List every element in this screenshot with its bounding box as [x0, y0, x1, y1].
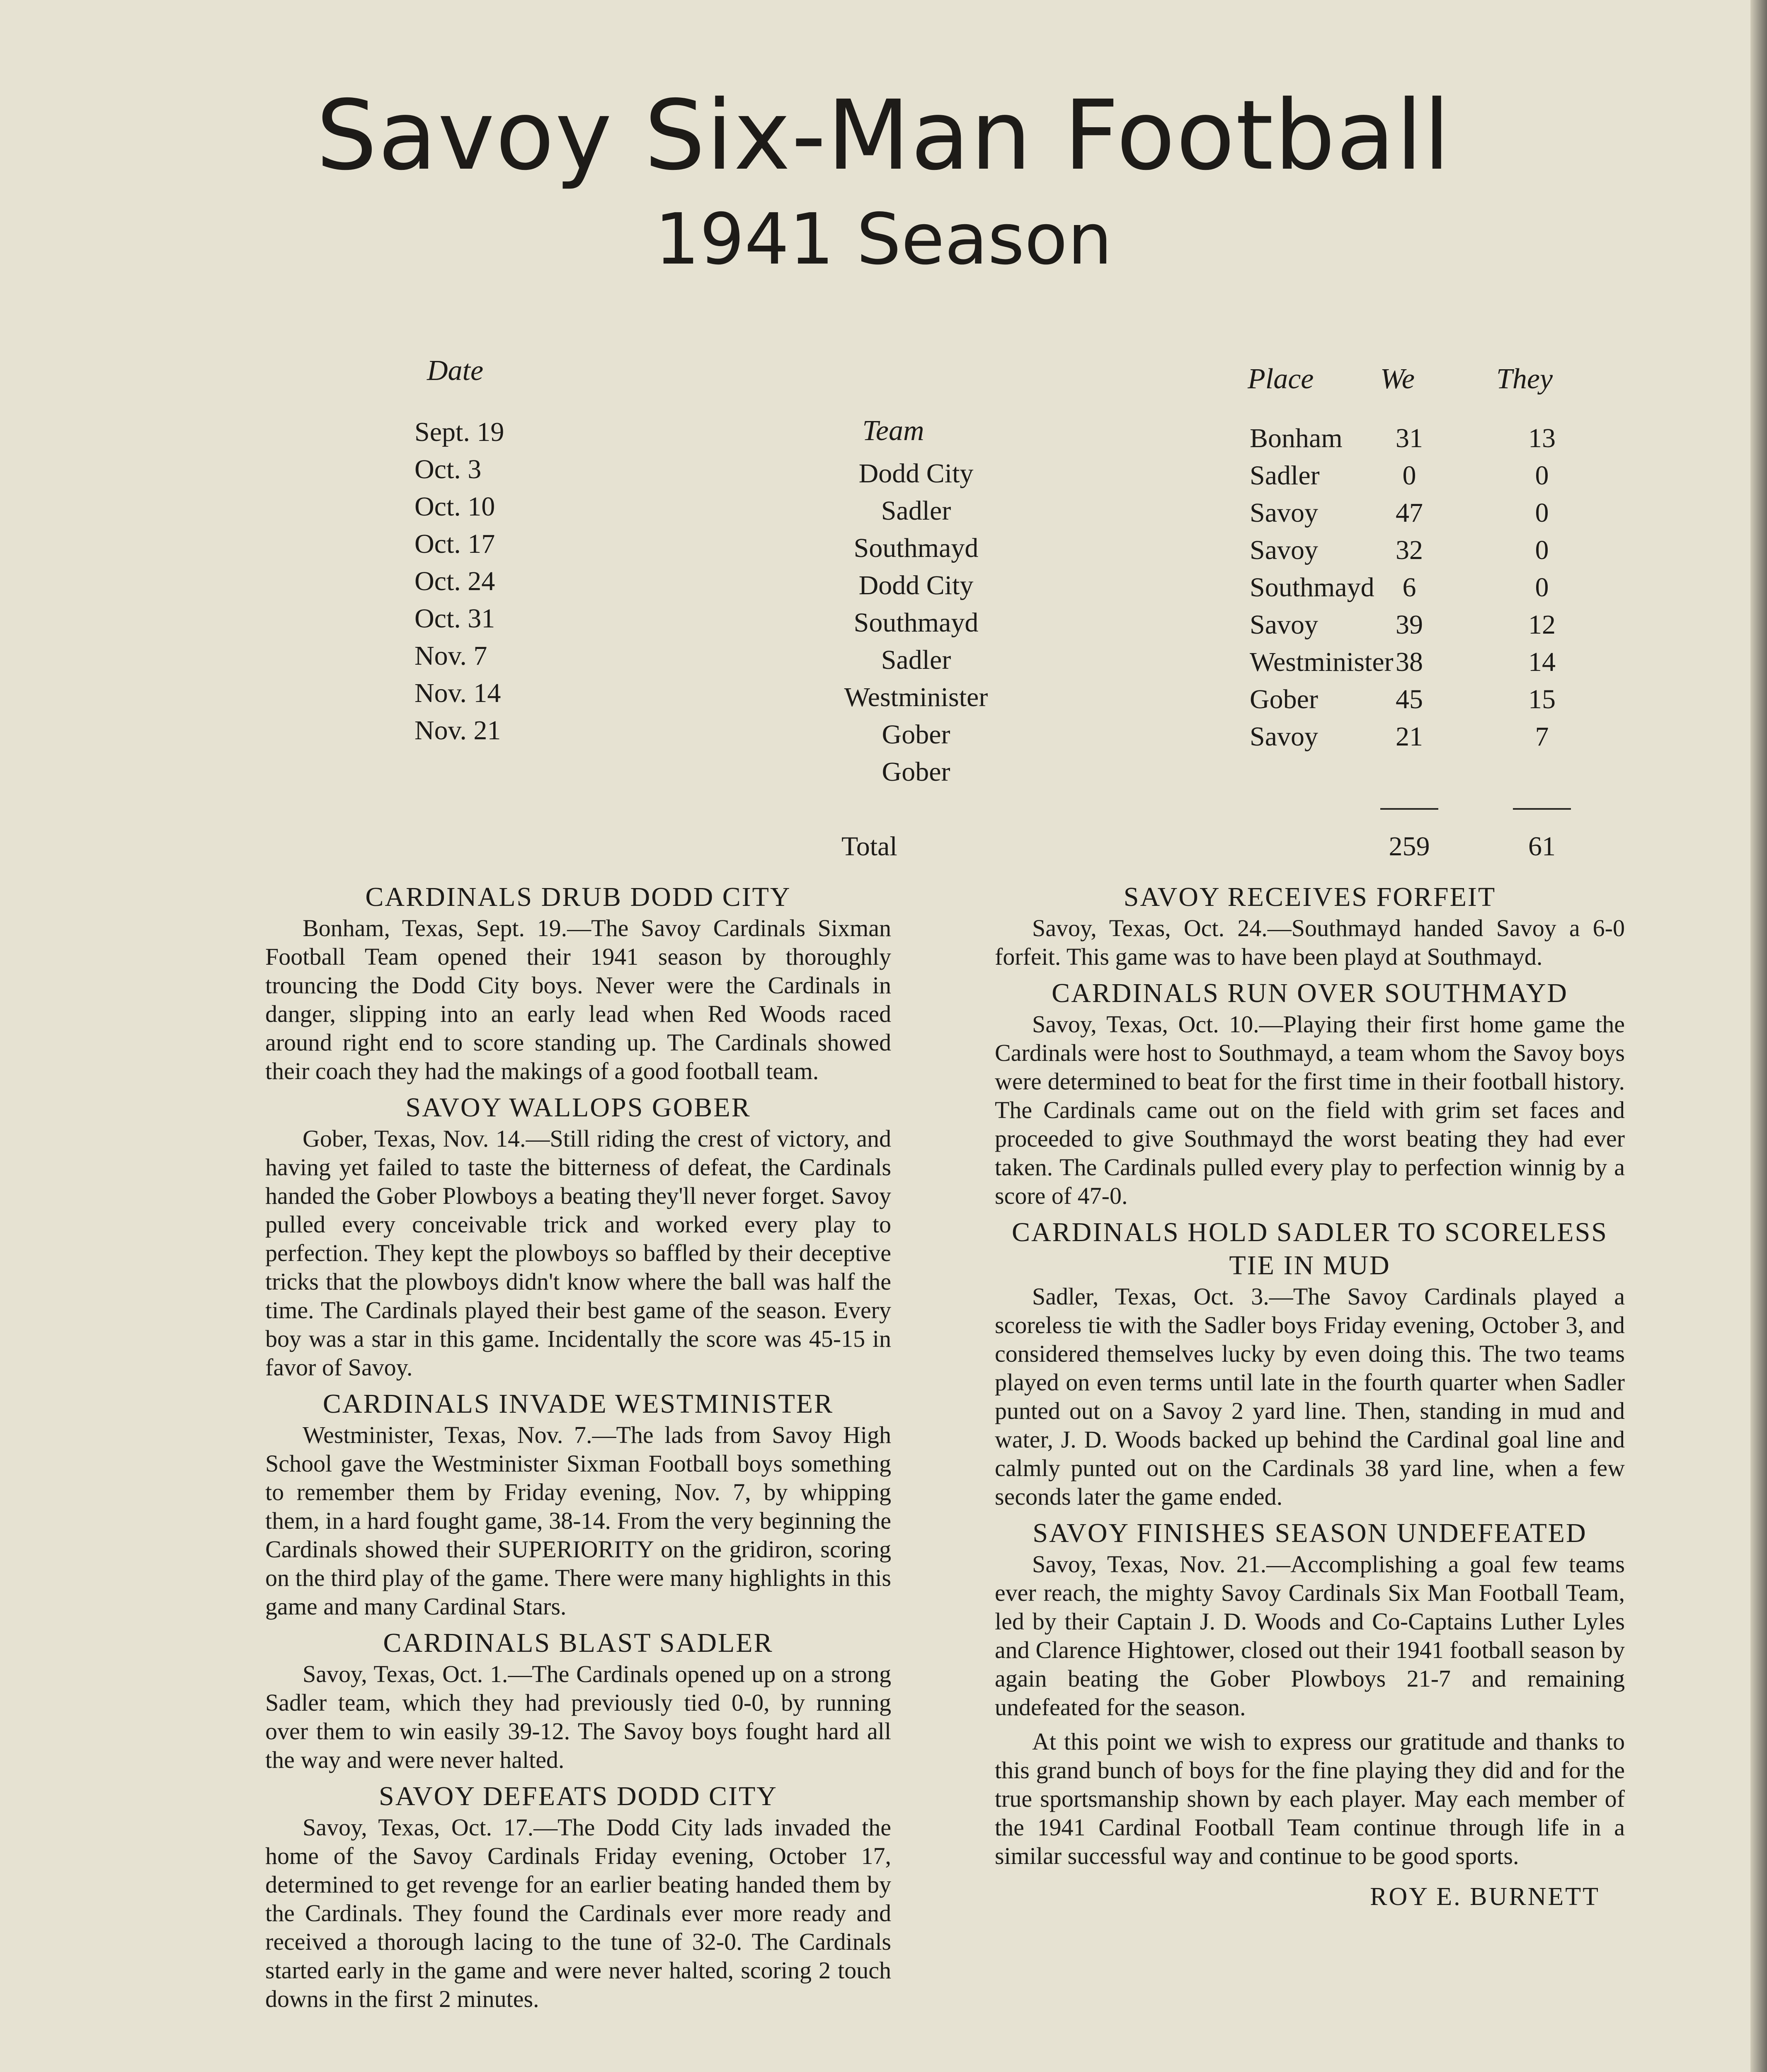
article-headline: CARDINALS RUN OVER SOUTHMAYD: [1052, 978, 1568, 1008]
dates-column: [414, 419, 504, 754]
team-cell: Dodd City: [858, 570, 974, 600]
article-headline: SAVOY RECEIVES FORFEIT: [1123, 882, 1496, 912]
article: [265, 1387, 891, 1621]
article-body: Sadler, Texas, Oct. 3.—The Savoy Cardinals played a scoreless tie with the Sadler boys Friday evening, October 3, and considered themselves lucky by even doing this. The two teams played on even terms until late in the fourth quarter when Sadler punted out on a Savoy 2 yard line. Then, standing in mud and water, J. D. Woods backed up behind the Cardinal goal line and calmly punted out on the Cardinals 38 yard line, when a few seconds later the game ended.: [995, 1283, 1625, 1510]
title-block: [0, 80, 1767, 281]
header-team: Team: [862, 415, 924, 447]
place-cell: Sadler: [1250, 460, 1320, 491]
article-headline: SAVOY FINISHES SEASON UNDEFEATED: [1033, 1518, 1587, 1548]
team-cell: Westminister: [844, 682, 988, 712]
they-total-rule: [1513, 808, 1571, 810]
article-headline: CARDINALS DRUB DODD CITY: [365, 882, 791, 912]
team-cell: Southmayd: [853, 608, 979, 638]
date-cell: Sept. 19: [414, 417, 504, 447]
they-score: 13: [1528, 423, 1556, 453]
team-cell: Sadler: [881, 645, 951, 675]
place-cell: Gober: [1250, 684, 1318, 714]
we-score: 21: [1396, 721, 1423, 752]
article-body: Savoy, Texas, Oct. 24.—Southmayd handed Savoy a 6-0 forfeit. This game was to have been playd at Southmayd.: [995, 915, 1625, 970]
page-edge: [1750, 0, 1767, 2072]
place-cell: Savoy: [1250, 498, 1318, 528]
article-body: Savoy, Texas, Oct. 1.—The Cardinals opened up on a strong Sadler team, which they had previously tied 0-0, by running over them to win easily 39-12. The Savoy boys fought hard all the way and were never halted.: [265, 1661, 891, 1773]
article-closing-paragraph: At this point we wish to express our gratitude and thanks to this grand bunch of boys for the fine playing they did and for the true sportsmanship shown by each player. May each member of the 1941 Cardinal Football Team continue through life in a similar successful way and continue to be good sports.: [995, 1728, 1625, 1869]
place-cell: Savoy: [1250, 535, 1318, 565]
left-articles: [265, 881, 891, 2019]
article-body: Bonham, Texas, Sept. 19.—The Savoy Cardinals Sixman Football Team opened their 1941 season by thoroughly trouncing the Dodd City boys. Never were the Cardinals in danger, slipping into an early lead when Red Woods raced around right end to score standing up. The Cardinals showed their coach they had the makings of a good football team.: [265, 915, 891, 1084]
article: [265, 1091, 891, 1382]
page-title: Savoy Six-Man Football: [316, 80, 1451, 191]
article-body: Westminister, Texas, Nov. 7.—The lads from Savoy High School gave the Westminister Sixman Football boys something to remember them by Friday evening, Nov. 7, by whipping them, in a hard fought game, 38-14. From the very beginning the Cardinals showed their SUPERIORITY on the gridiron, scoring on the third play of the game. There were many highlights in this game and many Cardinal Stars.: [265, 1421, 891, 1620]
they-score: 7: [1535, 721, 1549, 752]
article-headline: SAVOY DEFEATS DODD CITY: [379, 1781, 778, 1811]
we-score: 6: [1402, 572, 1416, 603]
team-cell: Gober: [882, 719, 950, 750]
we-score: 0: [1402, 460, 1416, 491]
they-score: 0: [1535, 498, 1549, 528]
article-body: Gober, Texas, Nov. 14.—Still riding the crest of victory, and having yet failed to taste the bitterness of defeat, the Cardinals handed the Gober Plowboys a beating they'll never forget. Savoy pulled every conceivable trick and worked every play to perfection. They kept the plowboys so baffled by their deceptive tricks that the plowboys didn't know where the ball was half the time. The Cardinals played their best game of the season. Every boy was a star in this game. Incidentally the score was 45-15 in favor of Savoy.: [265, 1125, 891, 1381]
article-headline: SAVOY WALLOPS GOBER: [405, 1092, 751, 1123]
page-subtitle: 1941 Season: [654, 198, 1113, 281]
places-column: [1250, 425, 1394, 760]
we-score: 45: [1396, 684, 1423, 714]
we-total-rule: [1380, 808, 1438, 810]
total-we: 259: [1389, 831, 1430, 862]
header-date: Date: [427, 355, 484, 387]
article: [265, 1780, 891, 2013]
they-score: 0: [1535, 535, 1549, 565]
signature: ROY E. BURNETT: [1370, 1883, 1600, 1911]
total-they: 61: [1528, 831, 1556, 862]
date-cell: Oct. 3: [414, 454, 482, 484]
they-score: 15: [1528, 684, 1556, 714]
date-cell: Oct. 17: [414, 529, 495, 559]
we-score: 38: [1396, 647, 1423, 677]
date-cell: Oct. 31: [414, 603, 495, 634]
total-label: Total: [841, 831, 897, 862]
place-cell: Westminister: [1250, 647, 1394, 677]
article: [995, 1517, 1625, 1870]
team-cell: Southmayd: [853, 533, 979, 563]
place-cell: Savoy: [1250, 610, 1318, 640]
place-cell: Bonham: [1250, 423, 1343, 453]
right-articles: [995, 881, 1625, 1911]
they-score: 0: [1535, 460, 1549, 491]
team-cell: Gober: [882, 757, 950, 787]
article-body: Savoy, Texas, Oct. 10.—Playing their first home game the Cardinals were host to Southmayd, a team whom the Savoy boys were determined to beat for the first time in their football history. The Cardinals came out on the field with grim set faces and proceeded to give Southmayd the worst beating they had ever taken. The Cardinals pulled every play to perfection winnig by a score of 47-0.: [995, 1011, 1625, 1209]
article-body: Savoy, Texas, Oct. 17.—The Dodd City lads invaded the home of the Savoy Cardinals Friday evening, October 17, determined to get revenge for an earlier beating handed them by the Cardinals. They found the Cardinals ever more ready and received a thorough lacing to the tune of 32-0. The Cardinals started early in the game and were never halted, scoring 2 touch downs in the first 2 minutes.: [265, 1814, 891, 2012]
article: [995, 881, 1625, 971]
they-score: 0: [1535, 572, 1549, 603]
date-cell: Nov. 21: [414, 715, 501, 746]
date-cell: Nov. 14: [414, 678, 501, 708]
header-we: We: [1380, 363, 1415, 395]
header-they: They: [1496, 363, 1553, 395]
we-score: 47: [1396, 498, 1423, 528]
they-score: 12: [1528, 610, 1556, 640]
date-cell: Oct. 10: [414, 491, 495, 522]
teams-column: [800, 460, 1032, 796]
we-column: [1376, 425, 1442, 760]
article: [265, 1627, 891, 1774]
place-cell: Southmayd: [1250, 572, 1374, 603]
header-place: Place: [1248, 363, 1314, 395]
article-headline: CARDINALS BLAST SADLER: [383, 1628, 773, 1658]
date-cell: Oct. 24: [414, 566, 495, 596]
they-score: 14: [1528, 647, 1556, 677]
article: [265, 881, 891, 1085]
team-cell: Sadler: [881, 496, 951, 526]
team-cell: Dodd City: [858, 458, 974, 489]
we-score: 32: [1396, 535, 1423, 565]
article: [995, 977, 1625, 1210]
we-score: 31: [1396, 423, 1423, 453]
they-column: [1509, 425, 1575, 760]
date-cell: Nov. 7: [414, 641, 487, 671]
article: [995, 1216, 1625, 1511]
article-body: Savoy, Texas, Nov. 21.—Accomplishing a goal few teams ever reach, the mighty Savoy Cardinals Six Man Football Team, led by their Captain J. D. Woods and Co-Captains Luther Lyles and Clarence Hightower, closed out their 1941 football season by again beating the Gober Plowboys 21-7 and remaining undefeated for the season.: [995, 1551, 1625, 1721]
we-score: 39: [1396, 610, 1423, 640]
article-headline: CARDINALS INVADE WESTMINISTER: [322, 1389, 834, 1419]
article-headline: CARDINALS HOLD SADLER TO SCORELESS TIE IN MUD: [1011, 1217, 1608, 1280]
place-cell: Savoy: [1250, 721, 1318, 752]
